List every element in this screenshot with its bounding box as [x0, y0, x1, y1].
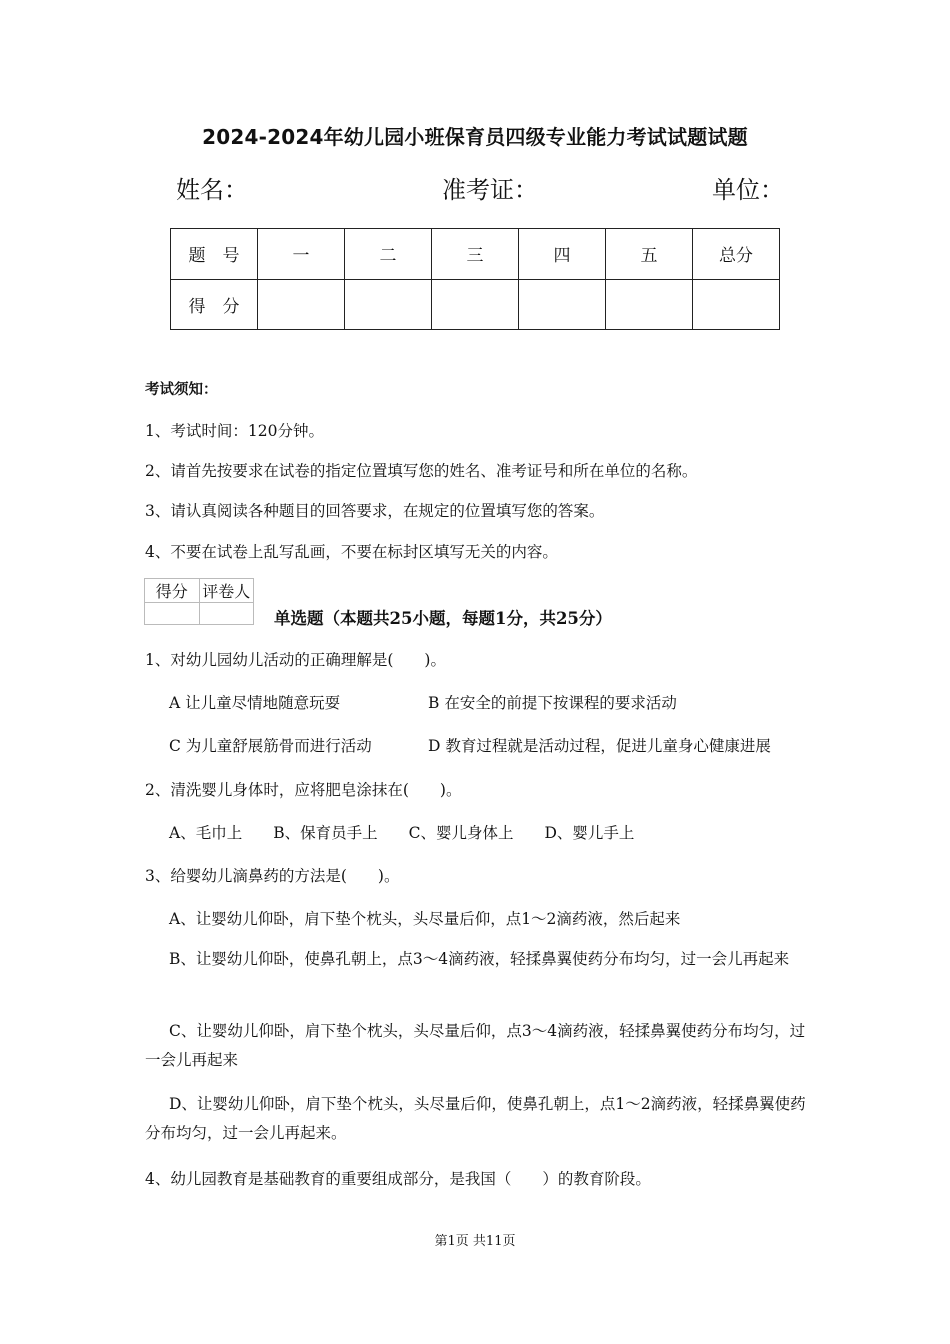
grader-box-score-cell[interactable] — [145, 603, 200, 625]
question-2-options: A、毛巾上 B、保育员手上 C、婴儿身体上 D、婴儿手上 — [169, 824, 635, 842]
question-1-option-d: D 教育过程就是活动过程，促进儿童身心健康进展 — [428, 737, 771, 755]
question-3-option-b: B、让婴幼儿仰卧，使鼻孔朝上，点3～4滴药液，轻揉鼻翼使药分布均匀，过一会儿再起来 — [169, 950, 790, 968]
question-3-stem: 3、给婴幼儿滴鼻药的方法是( )。 — [145, 867, 400, 885]
score-header-cell: 五 — [606, 229, 693, 280]
page-title: 2024-2024年幼儿园小班保育员四级专业能力考试试题试题 — [202, 125, 748, 149]
grader-box-grader-label: 评卷人 — [199, 579, 254, 603]
question-3-option-c: C、让婴幼儿仰卧，肩下垫个枕头，头尽量后仰，点3～4滴药液，轻揉鼻翼使药分布均匀，过一会儿再起来 — [145, 1022, 806, 1069]
notice-item: 1、考试时间：120分钟。 — [145, 422, 324, 440]
notice-item: 3、请认真阅读各种题目的回答要求，在规定的位置填写您的答案。 — [145, 502, 605, 520]
question-1-option-a: A 让儿童尽情地随意玩耍 — [169, 694, 341, 712]
score-header-cell: 题 号 — [171, 229, 258, 280]
exam-id-field-label: 准考证： — [442, 176, 538, 204]
score-header-cell: 二 — [345, 229, 432, 280]
score-cell[interactable] — [345, 279, 432, 330]
question-1-stem: 1、对幼儿园幼儿活动的正确理解是( )。 — [145, 651, 446, 669]
question-1-option-c: C 为儿童舒展筋骨而进行活动 — [169, 737, 372, 755]
grader-box-grader-cell[interactable] — [199, 603, 254, 625]
score-cell[interactable] — [519, 279, 606, 330]
section-title: 单选题（本题共25小题，每题1分，共25分） — [274, 609, 612, 628]
name-field-label: 姓名： — [176, 176, 248, 204]
notice-item: 2、请首先按要求在试卷的指定位置填写您的姓名、准考证号和所在单位的名称。 — [145, 462, 698, 480]
score-table-score-row — [171, 279, 780, 330]
score-header-cell: 一 — [258, 229, 345, 280]
score-cell[interactable] — [432, 279, 519, 330]
grader-box-score-label: 得分 — [145, 579, 200, 603]
score-header-cell: 总分 — [693, 229, 780, 280]
question-1-option-b: B 在安全的前提下按课程的要求活动 — [428, 694, 677, 712]
page-footer: 第1页 共11页 — [434, 1234, 516, 1249]
score-header-cell: 三 — [432, 229, 519, 280]
grader-box — [144, 578, 254, 625]
score-table — [170, 228, 780, 330]
unit-field-label: 单位： — [712, 176, 784, 204]
score-cell[interactable] — [693, 279, 780, 330]
score-header-cell: 四 — [519, 229, 606, 280]
question-3-option-a: A、让婴幼儿仰卧，肩下垫个枕头，头尽量后仰，点1～2滴药液，然后起来 — [169, 910, 681, 928]
notice-item: 4、不要在试卷上乱写乱画，不要在标封区填写无关的内容。 — [145, 543, 558, 561]
score-row-label: 得 分 — [171, 279, 258, 330]
score-table-header-row — [171, 229, 780, 280]
question-2-stem: 2、清洗婴儿身体时，应将肥皂涂抹在( )。 — [145, 781, 462, 799]
question-4-stem: 4、幼儿园教育是基础教育的重要组成部分，是我国（ ）的教育阶段。 — [145, 1170, 651, 1188]
score-cell[interactable] — [258, 279, 345, 330]
question-3-option-d: D、让婴幼儿仰卧，肩下垫个枕头，头尽量后仰，使鼻孔朝上，点1～2滴药液，轻揉鼻翼使药分布均匀，过一会儿再起来。 — [145, 1095, 806, 1142]
notice-heading: 考试须知： — [145, 381, 218, 398]
score-cell[interactable] — [606, 279, 693, 330]
